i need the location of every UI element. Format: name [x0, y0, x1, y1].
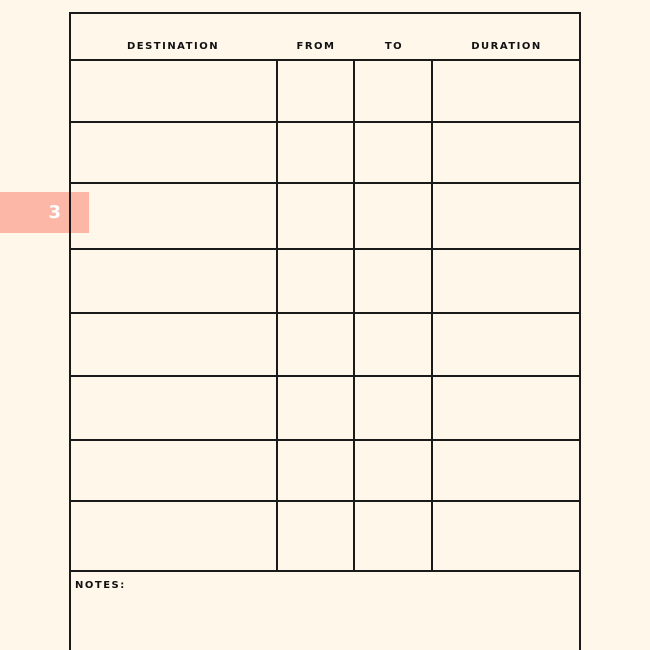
row-divider: [69, 121, 581, 123]
header-divider: [69, 59, 581, 61]
itinerary-table-frame: [69, 12, 581, 650]
column-divider-duration: [431, 60, 433, 572]
header-from: FROM: [296, 41, 336, 52]
column-divider-to: [353, 60, 355, 572]
row-divider: [69, 312, 581, 314]
column-divider-from: [276, 60, 278, 572]
row-divider: [69, 439, 581, 441]
header-to: TO: [384, 41, 404, 52]
notes-label: NOTES:: [75, 580, 126, 591]
notes-divider: [69, 570, 581, 572]
row-divider: [69, 375, 581, 377]
header-duration: DURATION: [471, 41, 542, 52]
row-divider: [69, 248, 581, 250]
row-divider: [69, 500, 581, 502]
header-destination: DESTINATION: [126, 41, 220, 52]
row-divider: [69, 182, 581, 184]
page-number: 3: [48, 202, 61, 223]
